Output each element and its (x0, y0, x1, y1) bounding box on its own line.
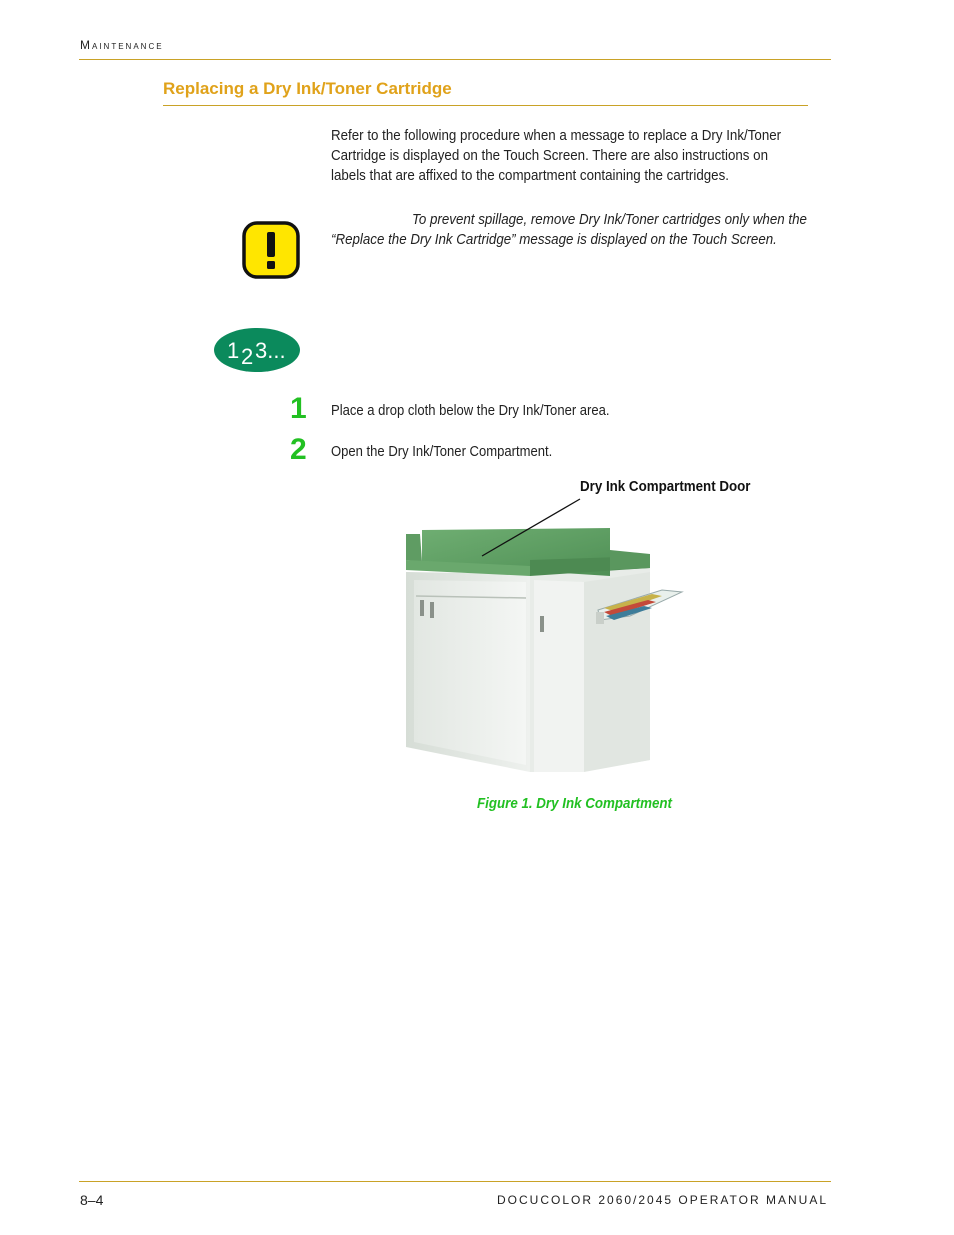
caution-text: To prevent spillage, remove Dry Ink/Toner cartridges only when the “Replace the Dry Ink Cartridge” message is displayed on the Touch Screen. (331, 212, 807, 248)
manual-title: DOCUCOLOR 2060/2045 OPERATOR MANUAL (497, 1193, 828, 1207)
section-title: Replacing a Dry Ink/Toner Cartridge (163, 79, 452, 98)
running-head (80, 38, 164, 52)
procedure-icon-digit-2: 2 (241, 344, 254, 369)
step-number: 2 (290, 433, 307, 466)
intro-paragraph: Refer to the following procedure when a message to replace a Dry Ink/Toner Cartridge is displayed on the Touch Screen. There are also instructions on labels that are affixed to the compartment containing the cartridges. (331, 128, 782, 184)
footer-rule (79, 1181, 831, 1182)
section-title-rule (163, 105, 808, 106)
procedure-icon-digit-3: 3... (255, 338, 286, 363)
dry-ink-compartment-illustration (400, 490, 690, 780)
figure-callout-label: Dry Ink Compartment Door (580, 479, 751, 495)
procedure-icon-digit-1: 1 (227, 338, 240, 363)
running-head-text: Maintenance (80, 38, 164, 52)
figure-caption: Figure 1. Dry Ink Compartment (477, 796, 672, 812)
page-number: 8–4 (80, 1192, 104, 1208)
procedure-steps-icon (213, 327, 301, 373)
step-text: Place a drop cloth below the Dry Ink/Toner area. (331, 403, 610, 419)
caution-exclamation-icon (242, 221, 300, 279)
header-rule (79, 59, 831, 60)
step-text: Open the Dry Ink/Toner Compartment. (331, 444, 553, 460)
step-number: 1 (290, 392, 307, 425)
